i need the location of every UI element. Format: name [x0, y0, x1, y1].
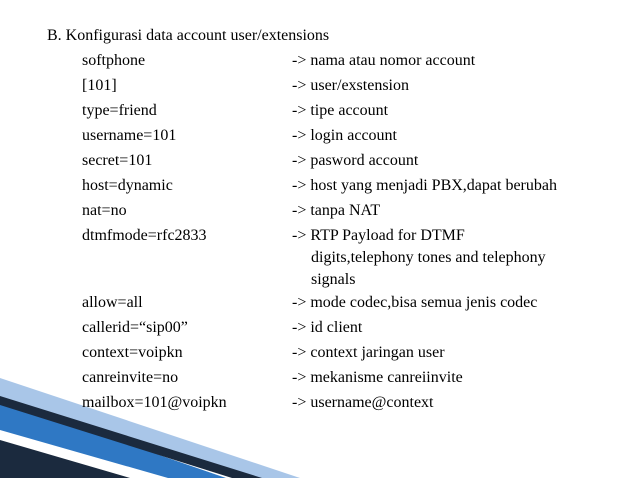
config-description: -> pasword account	[292, 152, 419, 169]
config-description: -> tanpa NAT	[292, 202, 381, 219]
config-description-continuation: digits,telephony tones and telephony	[311, 249, 546, 266]
config-key: host=dynamic	[82, 177, 173, 194]
config-key: canreinvite=no	[82, 369, 179, 386]
config-description: -> user/exstension	[292, 77, 409, 94]
config-description: -> login account	[292, 127, 397, 144]
config-description: -> mekanisme canreiinvite	[292, 369, 463, 386]
config-key: context=voipkn	[82, 344, 183, 361]
config-description-continuation: signals	[311, 271, 356, 288]
config-key: username=101	[82, 127, 177, 144]
config-description: -> nama atau nomor account	[292, 52, 476, 69]
config-key: nat=no	[82, 202, 127, 219]
config-description: -> mode codec,bisa semua jenis codec	[292, 294, 538, 311]
config-key: softphone	[82, 52, 146, 69]
config-key: allow=all	[82, 294, 143, 311]
config-description: -> host yang menjadi PBX,dapat berubah	[292, 177, 557, 194]
config-description: -> id client	[292, 319, 363, 336]
config-description: -> tipe account	[292, 102, 389, 119]
config-key: [101]	[82, 77, 117, 94]
section-heading: B. Konfigurasi data account user/extensions	[47, 27, 330, 44]
config-key: secret=101	[82, 152, 153, 169]
config-description: -> username@context	[292, 394, 434, 411]
config-description: -> RTP Payload for DTMF	[292, 227, 465, 244]
config-key: callerid=“sip00”	[82, 319, 188, 336]
config-key: mailbox=101@voipkn	[82, 394, 227, 411]
config-key: type=friend	[82, 102, 157, 119]
config-description: -> context jaringan user	[292, 344, 445, 361]
config-key: dtmfmode=rfc2833	[82, 227, 207, 244]
